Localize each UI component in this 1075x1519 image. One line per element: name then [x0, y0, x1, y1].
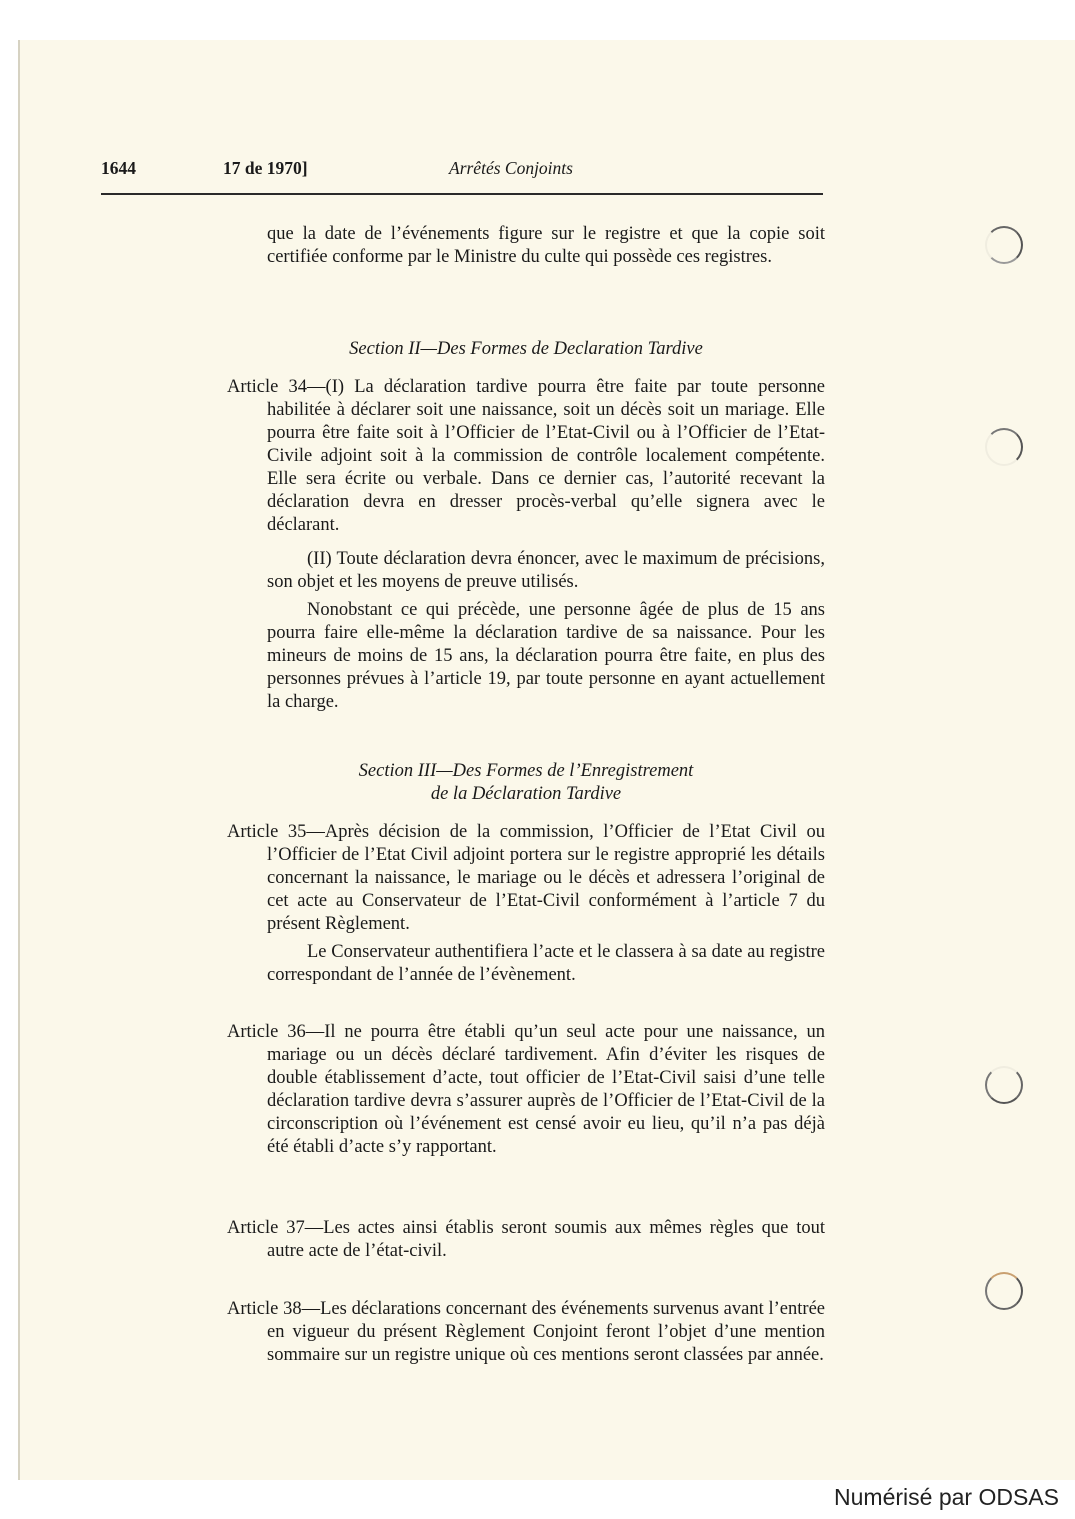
section-3-heading-line-1: Section III—Des Formes de l’Enregistrement	[358, 761, 694, 781]
section-3-heading-line-2: de la Déclaration Tardive	[430, 784, 622, 804]
digitization-watermark: Numérisé par ODSAS	[834, 1484, 1059, 1510]
article-34-para-2: (II) Toute déclaration devra énoncer, avec le maximum de précisions, son objet et les moyens de preuve utilisés.	[267, 549, 825, 592]
page-edge	[18, 40, 20, 1480]
header-title: Arrêtés Conjoints	[449, 158, 573, 178]
punch-hole	[985, 1272, 1023, 1310]
article-35: Article 35—Après décision de la commission, l’Officier de l’Etat Civil ou l’Officier de l’Etat Civil adjoint portera sur le registre approprié les détails concernant la naissance, le mariage ou le décès et adressera l’original de cet acte au Conservateur de l’Etat-Civil conformément à l’article 7 du présent Règlement.	[227, 822, 825, 934]
header-date: 17 de 1970]	[223, 158, 308, 178]
punch-hole	[985, 1066, 1023, 1104]
article-34: Article 34—(I) La déclaration tardive pourra être faite par toute personne habilitée à déclarer soit une naissance, soit un décès soit un mariage. Elle pourra être faite soit à l’Officier de l’Etat-Civil ou à l’Officier de l’Etat-Civile adjoint soit à la commission de contrôle localement compétente. Elle sera écrite ou verbale. Dans ce dernier cas, l’autorité recevant la déclaration devra en dresser procès-verbal qu’elle signera avec le déclarant.	[227, 377, 825, 535]
article-35-para-2: Le Conservateur authentifiera l’acte et le classera à sa date au registre correspondant de l’année de l’évènement.	[267, 942, 825, 985]
header-rule	[101, 193, 823, 195]
section-3-heading	[227, 760, 825, 806]
intro-paragraph: que la date de l’événements figure sur le registre et que la copie soit certifiée conforme par le Ministre du culte qui possède ces registres.	[267, 224, 825, 267]
section-2-heading-text: Section II—Des Formes de Declaration Tardive	[349, 339, 703, 359]
section-2-heading	[227, 338, 825, 361]
running-header	[101, 158, 823, 180]
article-34-para-3: Nonobstant ce qui précède, une personne âgée de plus de 15 ans pourra faire elle-même la déclaration tardive de sa naissance. Pour les mineurs de moins de 15 ans, la déclaration pourra être faite, en plus des personnes prévues à l’article 19, par toute personne en ayant actuellement la charge.	[267, 600, 825, 712]
article-38: Article 38—Les déclarations concernant des événements survenus avant l’entrée en vigueur du présent Règlement Conjoint feront l’objet d’une mention sommaire sur un registre unique où ces mentions seront classées par année.	[227, 1299, 825, 1365]
punch-hole	[985, 428, 1023, 466]
punch-hole	[985, 226, 1023, 264]
page-number: 1644	[101, 158, 136, 178]
article-37: Article 37—Les actes ainsi établis seront soumis aux mêmes règles que tout autre acte de l’état-civil.	[227, 1218, 825, 1261]
article-36: Article 36—Il ne pourra être établi qu’un seul acte pour une naissance, un mariage ou un décès déclaré tardivement. Afin d’éviter les risques de double établissement d’acte, tout officier de l’Etat-Civil saisi d’une telle déclaration tardive devra s’assurer auprès de l’Officier de l’Etat-Civil de la circonscription où l’événement est censé avoir eu lieu, qu’il n’a pas déjà été établi d’acte s’y rapportant.	[227, 1022, 825, 1157]
